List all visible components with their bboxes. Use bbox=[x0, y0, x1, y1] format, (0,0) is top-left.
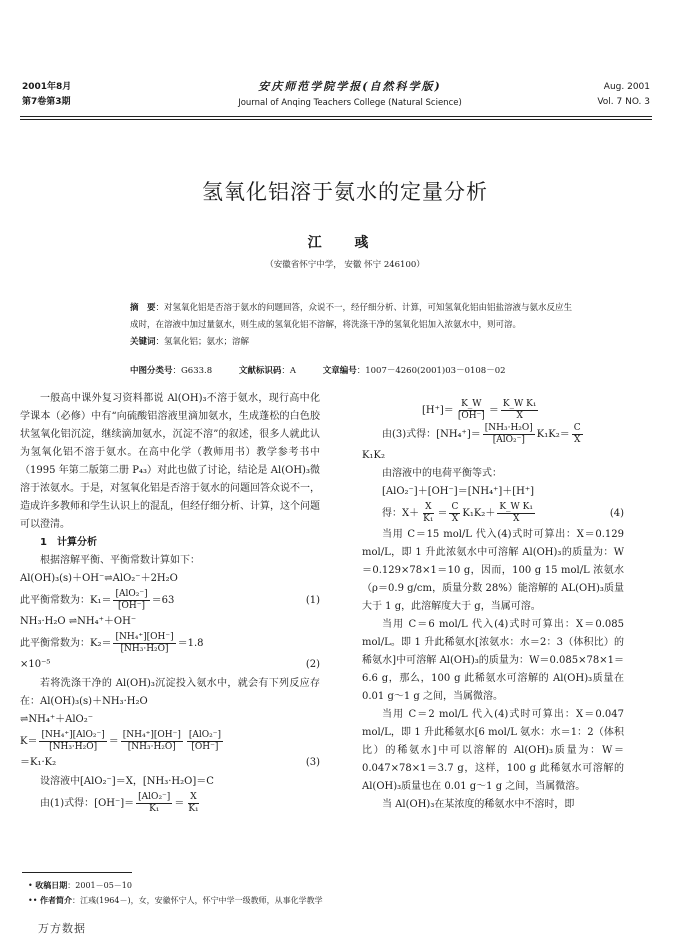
eq3-f2-num: [NH₄⁺][OH⁻] bbox=[122, 730, 181, 740]
eq3-f3-num: [AlO₂⁻] bbox=[188, 730, 221, 740]
h-expression bbox=[362, 399, 624, 422]
eq4-fraction-1 bbox=[421, 502, 435, 525]
footnote-rule bbox=[22, 872, 132, 873]
equation-3 bbox=[20, 730, 320, 753]
abstract-body bbox=[130, 300, 580, 334]
eq4-equals: ＝ bbox=[437, 507, 448, 519]
eq3-lhs: K＝ bbox=[20, 735, 38, 747]
definition-line: 设溶液中[AlO₂⁻]＝X，[NH₃·H₂O]＝C bbox=[40, 776, 214, 787]
nh4-f1-num: [NH₃·H₂O] bbox=[484, 423, 533, 433]
eq3-fraction-3 bbox=[187, 730, 223, 753]
eq4-fraction-3 bbox=[497, 502, 535, 525]
right-column bbox=[362, 398, 624, 814]
journal-name-en: Journal of Anqing Teachers College (Natural Science) bbox=[238, 98, 462, 108]
charge-balance-intro: 由溶液中的电荷平衡等式： bbox=[382, 468, 502, 479]
nh4-prefix: 由(3)式得：[NH₄⁺]＝ bbox=[382, 428, 481, 440]
abstract-text: ：对氢氧化铝是否溶于氨水的问题回答，众说不一，经仔细分析、计算，可知氢氧化铝由铝盐溶液与氨水反应生成时，在溶液中加过量氨水，则生成的氢氧化铝不溶解，将洗涤干净的氢氧化铝加入浓氨水中，则可溶。 bbox=[130, 303, 573, 330]
equation-2 bbox=[20, 632, 320, 655]
h-f1-den: [OH⁻] bbox=[457, 411, 485, 421]
nh4-fraction-2 bbox=[572, 423, 583, 446]
issue-volume-cn: 第7卷第3期 bbox=[22, 97, 71, 107]
classification-line bbox=[130, 364, 580, 376]
eq1-number: (1) bbox=[305, 594, 320, 606]
issue-volume-en: Vol. 7 NO. 3 bbox=[597, 97, 650, 107]
doc-code-value: ：A bbox=[281, 366, 296, 376]
eq1-fraction bbox=[113, 589, 149, 612]
eq4-fraction-2 bbox=[449, 502, 460, 525]
eq3-tail: ＝K₁·K₂ bbox=[20, 757, 57, 768]
intro-paragraph: 一般高中课外复习资料都说 Al(OH)₃不溶于氨水，现行高中化学课本（必修）中有“向硫酸铝溶液里滴加氨水，生成蓬松的白色胶状氢氧化铝沉淀，继续滴加氨水，沉淀不溶”的叙述，很多人就此认为氢氧化铝不溶于氨水。在高中化学（教师用书）教学参考书中（1995 年第二版第二册 P₄₃）对此也做了讨论，结论是 Al(OH)₃微溶于浓氨水。于是，对氢氧化铝是否溶于氨水的问题回答众说不一，造成许多教师和学生认识上的混乱，但经仔细分析、计算，这个问题可以澄清。 bbox=[20, 393, 320, 530]
eq4-f3-den: X bbox=[512, 514, 520, 524]
eq4-mid: K₁K₂＋ bbox=[462, 507, 496, 519]
eq3-equals: ＝ bbox=[108, 735, 119, 747]
clc-label: 中图分类号 bbox=[130, 366, 173, 376]
eq2-exponent: ×10⁻⁵ bbox=[20, 659, 51, 670]
doc-code bbox=[239, 366, 308, 376]
left-column bbox=[20, 390, 320, 816]
keywords bbox=[130, 334, 580, 351]
equation-1 bbox=[20, 589, 320, 612]
header-rule-thin bbox=[20, 119, 652, 120]
eq4-f1-den: K₁ bbox=[423, 514, 434, 524]
author-bio-value: ：江彧(1964－)，女，安徽怀宁人，怀宁中学一级教师，从事化学教学 bbox=[71, 896, 323, 905]
reaction-paragraph: 若将洗涤干净的 Al(OH)₃沉淀投入氨水中，就会有下列反应存在：Al(OH)₃(s)＋NH₃·H₂O bbox=[20, 678, 320, 707]
oh-expression bbox=[20, 792, 320, 815]
nh4-f2-den: X bbox=[574, 435, 581, 445]
abstract bbox=[130, 300, 580, 351]
article-no-label: 文章编号 bbox=[322, 366, 357, 376]
paper-title: 氢氧化铝溶于氨水的定量分析 bbox=[202, 180, 488, 204]
oh-f1-num: [AlO₂⁻] bbox=[138, 792, 171, 802]
issue-date-cn: 2001年8月 bbox=[22, 82, 72, 92]
eq1-label: 此平衡常数为： bbox=[20, 594, 90, 606]
header-left bbox=[22, 80, 71, 110]
eq3-f1-num: [NH₄⁺][AlO₂⁻] bbox=[41, 730, 105, 740]
insoluble-paragraph: 当 Al(OH)₃在某浓度的稀氨水中不溶时，即 bbox=[382, 799, 575, 810]
eq2-value: ＝1.8 bbox=[177, 637, 204, 649]
oh-fraction-2 bbox=[186, 792, 200, 815]
eq3-f2-den: [NH₃·H₂O] bbox=[127, 742, 176, 752]
eq4-f2-den: X bbox=[451, 514, 459, 524]
eq1-num: [AlO₂⁻] bbox=[115, 589, 148, 599]
eq3-fraction-2 bbox=[121, 730, 183, 753]
nh4-fraction-1 bbox=[483, 423, 535, 446]
eq2-num: [NH₄⁺][OH⁻] bbox=[115, 632, 174, 642]
equation-4 bbox=[362, 502, 624, 525]
author-bio: •• 作者简介：江彧(1964－)，女，安徽怀宁人，怀宁中学一级教师，从事化学教学 bbox=[28, 896, 323, 905]
article-no bbox=[323, 366, 518, 376]
eq4-f2-num: C bbox=[451, 502, 459, 512]
reaction-1: Al(OH)₃(s)＋OH⁻⇌AlO₂⁻＋2H₂O bbox=[20, 573, 178, 584]
eq4-f1-num: X bbox=[425, 502, 432, 512]
h-f2-den: X bbox=[516, 411, 523, 421]
keywords-text: ：氢氧化铝；氨水；溶解 bbox=[155, 337, 250, 347]
header-journal bbox=[190, 78, 510, 108]
issue-date-en: Aug. 2001 bbox=[603, 82, 650, 92]
eq2-label: 此平衡常数为： bbox=[20, 637, 90, 649]
nh4-f1-den: [AlO₂⁻] bbox=[492, 435, 525, 445]
journal-name-cn: 安庆师范学院学报(自然科学版) bbox=[258, 80, 442, 93]
h-prefix: [H⁺]＝ bbox=[422, 404, 454, 416]
case-6mol-paragraph: 当用 C＝6 mol/L 代入(4)式时可算出：X＝0.085 mol/L。即 1 升此稀氨水[浓氨水：水＝2：3（体积比）的稀氨水]中可溶解 Al(OH)₃的质量为：W＝0.085×78×1＝6.6 g，那么，100 g 此稀氨水可溶解的 Al(OH)₃质量在 0.01 g～1 g 之间，当属微溶。 bbox=[362, 619, 624, 702]
footnotes bbox=[28, 878, 323, 908]
nh4-f2-num: C bbox=[573, 423, 581, 433]
author-name: 江 彧 bbox=[307, 235, 383, 251]
h-fraction-2 bbox=[501, 399, 539, 422]
eq2-fraction bbox=[113, 632, 175, 655]
eq1-den: [OH⁻] bbox=[118, 601, 146, 611]
eq3-number: (3) bbox=[305, 757, 320, 768]
keywords-label: 关键词 bbox=[130, 337, 156, 347]
eq1-lhs: K₁＝ bbox=[90, 594, 112, 606]
eq2-den: [NH₃·H₂O] bbox=[120, 644, 169, 654]
header-rule bbox=[20, 116, 652, 117]
eq3-f3-den: [OH⁻] bbox=[191, 742, 219, 752]
eq4-f3-num: K_W K₁ bbox=[499, 502, 533, 512]
eq4-prefix: 得：X＋ bbox=[382, 507, 420, 519]
oh-f1-den: K₁ bbox=[149, 804, 160, 814]
nh4-tail: K₁K₂ bbox=[362, 450, 385, 461]
h-equals: ＝ bbox=[488, 404, 499, 416]
calc-intro: 根据溶解平衡、平衡常数计算如下： bbox=[40, 555, 200, 566]
abstract-label: 摘 要 bbox=[130, 303, 156, 313]
eq2-lhs: K₂＝ bbox=[90, 637, 112, 649]
eq1-value: ＝63 bbox=[151, 594, 175, 606]
oh-fraction-1 bbox=[136, 792, 172, 815]
reaction-2: NH₃·H₂O ⇌NH₄⁺＋OH⁻ bbox=[20, 616, 137, 627]
article-no-value: ：1007－4260(2001)03－0108－02 bbox=[356, 366, 506, 376]
case-15mol-paragraph: 当用 C＝15 mol/L 代入(4)式时可算出：X＝0.129 mol/L，即 1 升此浓氨水中可溶解 Al(OH)₃的质量为：W＝0.129×78×1＝10 g，因而，100 g 15 mol/L 浓氨水（ρ＝0.9 g/cm，质量分数 28%）能溶解的 AL(OH)₃质量大于 1 g，此溶解度大于 g，当属可溶。 bbox=[362, 529, 624, 612]
reaction-3: ⇌NH₄⁺＋AlO₂⁻ bbox=[20, 714, 94, 725]
equation-3-cont bbox=[20, 754, 320, 772]
received-date: • 收稿日期：2001－05－10 bbox=[28, 881, 132, 890]
eq4-number: (4) bbox=[609, 507, 624, 519]
oh-equals: ＝ bbox=[174, 797, 185, 809]
received-value: ：2001－05－10 bbox=[67, 881, 132, 890]
nh4-mid: K₁K₂＝ bbox=[536, 428, 570, 440]
eq3-fraction-1 bbox=[39, 730, 106, 753]
clc bbox=[130, 366, 224, 376]
eq2-number: (2) bbox=[305, 659, 320, 670]
received-label: 收稿日期 bbox=[35, 881, 68, 890]
clc-value: ：G633.8 bbox=[172, 366, 213, 376]
oh-f2-den: K₁ bbox=[188, 804, 199, 814]
h-f1-num: K_W bbox=[461, 399, 482, 409]
case-2mol-paragraph: 当用 C＝2 mol/L 代入(4)式时可算出：X＝0.047 mol/L，即 1 升此稀氨水[6 mol/L 氨水：水＝1：2（体积比）的稀氨水]中可以溶解的 Al(OH)₃质量为：W＝0.047×78×1＝3.7 g，这样，100 g 此稀氨水可溶解的 Al(OH)₃质量也在 0.01 g～1 g 之间，当属微溶。 bbox=[362, 709, 624, 792]
watermark-text: 万方数据 bbox=[38, 922, 86, 935]
nh4-expression bbox=[362, 423, 624, 446]
header-right bbox=[597, 80, 650, 110]
charge-balance-eq: [AlO₂⁻]＋[OH⁻]＝[NH₄⁺]＋[H⁺] bbox=[382, 486, 535, 497]
author-affiliation: （安徽省怀宁中学， 安徽 怀宁 246100） bbox=[265, 260, 425, 270]
author-bio-label: 作者简介 bbox=[39, 896, 72, 905]
eq3-f1-den: [NH₃·H₂O] bbox=[49, 742, 98, 752]
equation-2-cont bbox=[20, 656, 320, 674]
oh-prefix: 由(1)式得：[OH⁻]＝ bbox=[40, 797, 135, 809]
h-f2-num: K_W K₁ bbox=[502, 399, 537, 409]
h-fraction-1 bbox=[456, 399, 487, 422]
oh-f2-num: X bbox=[190, 792, 197, 802]
doc-code-label: 文献标识码 bbox=[238, 366, 282, 376]
section-heading: 1 计算分析 bbox=[40, 537, 97, 548]
